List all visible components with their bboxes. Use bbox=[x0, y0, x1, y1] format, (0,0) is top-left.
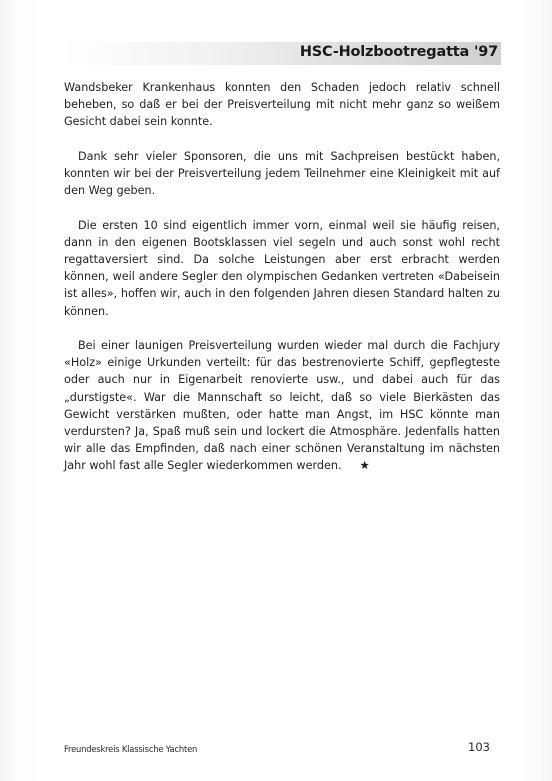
paragraph-4-text: Bei einer launigen Preisverteilung wurden wieder mal durch die Fachjury «Holz» einige Urkunden verteilt: für das bestrenovierte Schiff, gepflegteste oder auch nur in Eigenarbeit renovierte usw., und dabei auch für das „durstigste«. War die Mannschaft so leicht, daß so viele Bierkästen das Gewicht verstärken mußten, oder hatte man Angst, im HSC könnte man verdursten? Ja, Spaß muß sein und lockert die Atmosphäre. Jedenfalls hatten wir alle das Empfinden, daß nach einer schönen Veranstaltung im nächsten Jahr wohl fast alle Segler wiederkommen werden. bbox=[64, 339, 500, 473]
page-number: 103 bbox=[468, 740, 490, 754]
paragraph-4 bbox=[64, 337, 500, 475]
footer-publisher: Freundeskreis Klassische Yachten bbox=[64, 744, 198, 754]
page-title: HSC-Holzbootregatta '97 bbox=[299, 44, 498, 60]
paragraph-2: Dank sehr vieler Sponsoren, die uns mit Sachpreisen bestückt haben, konnten wir bei der Preisverteilung jedem Teilnehmer eine Kleinigkeit mit auf den Weg geben. bbox=[64, 149, 500, 198]
star-icon: ★ bbox=[359, 458, 370, 473]
paragraph-1: Wandsbeker Krankenhaus konnten den Schaden jedoch relativ schnell beheben, so daß er bei der Preisverteilung mit nicht mehr ganz so weißem Gesicht dabei sein konnte. bbox=[64, 81, 500, 129]
article-body bbox=[64, 79, 500, 492]
paragraph-3: Die ersten 10 sind eigentlich immer vorn, einmal weil sie häufig reisen, dann in den eigenen Bootsklassen viel segeln und auch sonst wohl recht regattaversiert sind. Da solche Leistungen aber erst erbracht werden können, weil andere Segler den olympischen Gedanken vertreten «Dabeisein ist alles», hoffen wir, auch in den folgenden Jahren diesen Standard halten zu können. bbox=[64, 218, 500, 318]
